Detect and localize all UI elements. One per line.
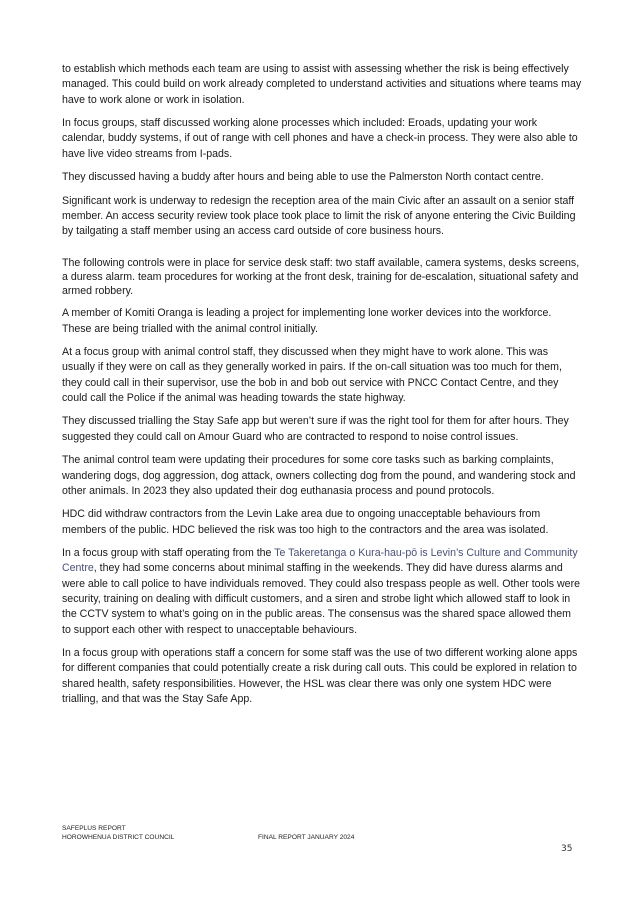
paragraph: They discussed having a buddy after hours and being able to use the Palmerston North contact centre.	[62, 171, 544, 184]
page-number: 35	[561, 844, 573, 854]
paragraph	[62, 546, 582, 638]
footer-left	[62, 824, 174, 842]
paragraph: In focus groups, staff discussed working alone processes which included: Eroads, updating your work calendar, buddy systems, if out of range with cell phones and have a check-in process. They were also able to have live video streams from I-pads.	[62, 117, 578, 160]
paragraph-rest: , they had some concerns about minimal staffing in the weekends. They did have duress alarms and were able to call police to have individuals removed. They could also trespass people as well. Other tools were security, training on dealing with difficult customers, and a siren and strobe light which allowed staff to look in the CCTV system to what’s going on in the public areas. The consensus was the shared space allowed them to support each other with respect to unacceptable behaviours.	[62, 562, 580, 636]
paragraph: The animal control team were updating their procedures for some core tasks such as barking complaints, wandering dogs, dog aggression, dog attack, owners collecting dog from the pound, and wandering stock and other animals. In 2023 they also updated their dog euthanasia process and pound protocols.	[62, 454, 576, 497]
paragraph-prefix: In a focus group with staff operating from the	[62, 547, 275, 560]
paragraph: In a focus group with operations staff a concern for some staff was the use of two different working alone apps for different companies that could potentially create a risk during call outs. This could be explored in relation to shared health, safety responsibilities. However, the HSL was clear there was only one system HDC were trialling, and that was the Stay Safe App.	[62, 647, 578, 705]
paragraph: At a focus group with animal control staff, they discussed when they might have to work alone. This was usually if they were on call as they generally worked in pairs. If the on-call situation was too much for them, they could call in their supervisor, use the bob in and bob out service with PNCC Contact Centre, and they could call the Police if the animal was heading towards the state highway.	[62, 346, 562, 404]
paragraph: They discussed trialling the Stay Safe app but weren’t sure if was the right tool for them for after hours. They suggested they could call on Amour Guard who are contracted to respond to noise control issues.	[62, 415, 569, 443]
footer-council-name: HOROWHENUA DISTRICT COUNCIL	[62, 834, 175, 841]
paragraph: A member of Komiti Oranga is leading a project for implementing lone worker devices into the workforce. These are being trialled with the animal control initially.	[62, 307, 552, 335]
paragraph: Significant work is underway to redesign the reception area of the main Civic after an assault on a senior staff member. An access security review took place took place to limit the risk of anyone entering the Civic Building by tailgating a staff member using an access card outside of core business hours.	[62, 194, 576, 238]
document-body	[62, 62, 582, 715]
footer-report-date: FINAL REPORT JANUARY 2024	[258, 834, 355, 841]
paragraph: The following controls were in place for service desk staff: two staff available, camera systems, desks screens, a duress alarm. team procedures for working at the front desk, training for de-escalation, situational safety and armed robbery.	[62, 256, 580, 297]
paragraph: to establish which methods each team are using to assist with assessing whether the risk is being effectively managed. This could build on work already completed to understand activities and situations where teams may have to work alone or work in isolation.	[62, 63, 582, 106]
community-centre-link-text: Te Takeretanga o Kura-hau-pō is Levin’s Culture and Community Centre	[62, 547, 578, 575]
footer-report-title: SAFEPLUS REPORT	[62, 825, 126, 832]
paragraph: HDC did withdraw contractors from the Levin Lake area due to ongoing unacceptable behaviours from members of the public. HDC believed the risk was too high to the contractors and the area was isolated.	[62, 508, 549, 536]
